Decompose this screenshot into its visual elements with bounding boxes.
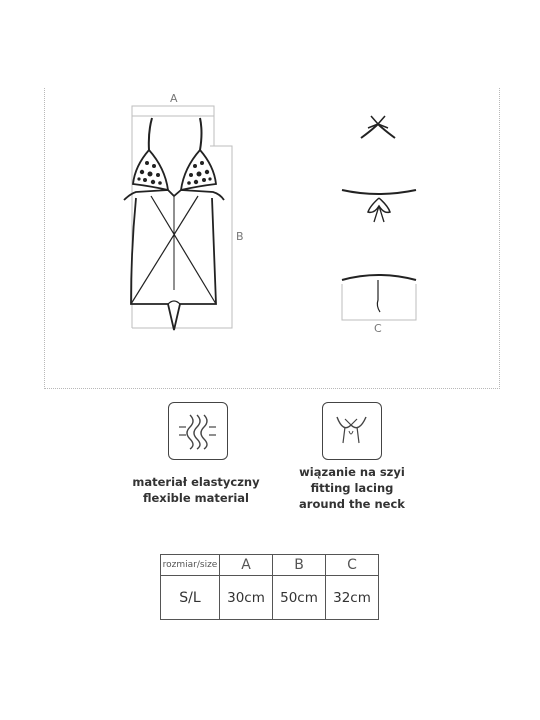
feature-text-en-2: around the neck xyxy=(299,497,405,511)
size-cell: S/L xyxy=(161,576,220,620)
table-row xyxy=(161,576,379,620)
size-header-cell: B xyxy=(273,555,326,576)
size-cell: 50cm xyxy=(273,576,326,620)
size-header-cell: rozmiar/size xyxy=(161,555,220,576)
neck-lacing-icon xyxy=(322,402,382,460)
dimension-a-label: A xyxy=(170,92,178,105)
feature-text-en: fitting lacing xyxy=(310,481,394,495)
dimension-c-label: C xyxy=(374,322,382,335)
feature-text-pl: materiał elastyczny xyxy=(132,475,260,489)
neck-lacing-caption xyxy=(252,464,452,512)
flexible-material-icon xyxy=(168,402,228,460)
size-header-cell: C xyxy=(326,555,379,576)
dimension-b-label: B xyxy=(236,230,244,243)
feature-text-pl: wiązanie na szyi xyxy=(299,465,405,479)
size-table-header xyxy=(161,555,379,576)
size-header-cell: A xyxy=(220,555,273,576)
size-table xyxy=(160,554,379,620)
size-cell: 30cm xyxy=(220,576,273,620)
feature-text-en: flexible material xyxy=(142,491,249,505)
size-cell: 32cm xyxy=(326,576,379,620)
